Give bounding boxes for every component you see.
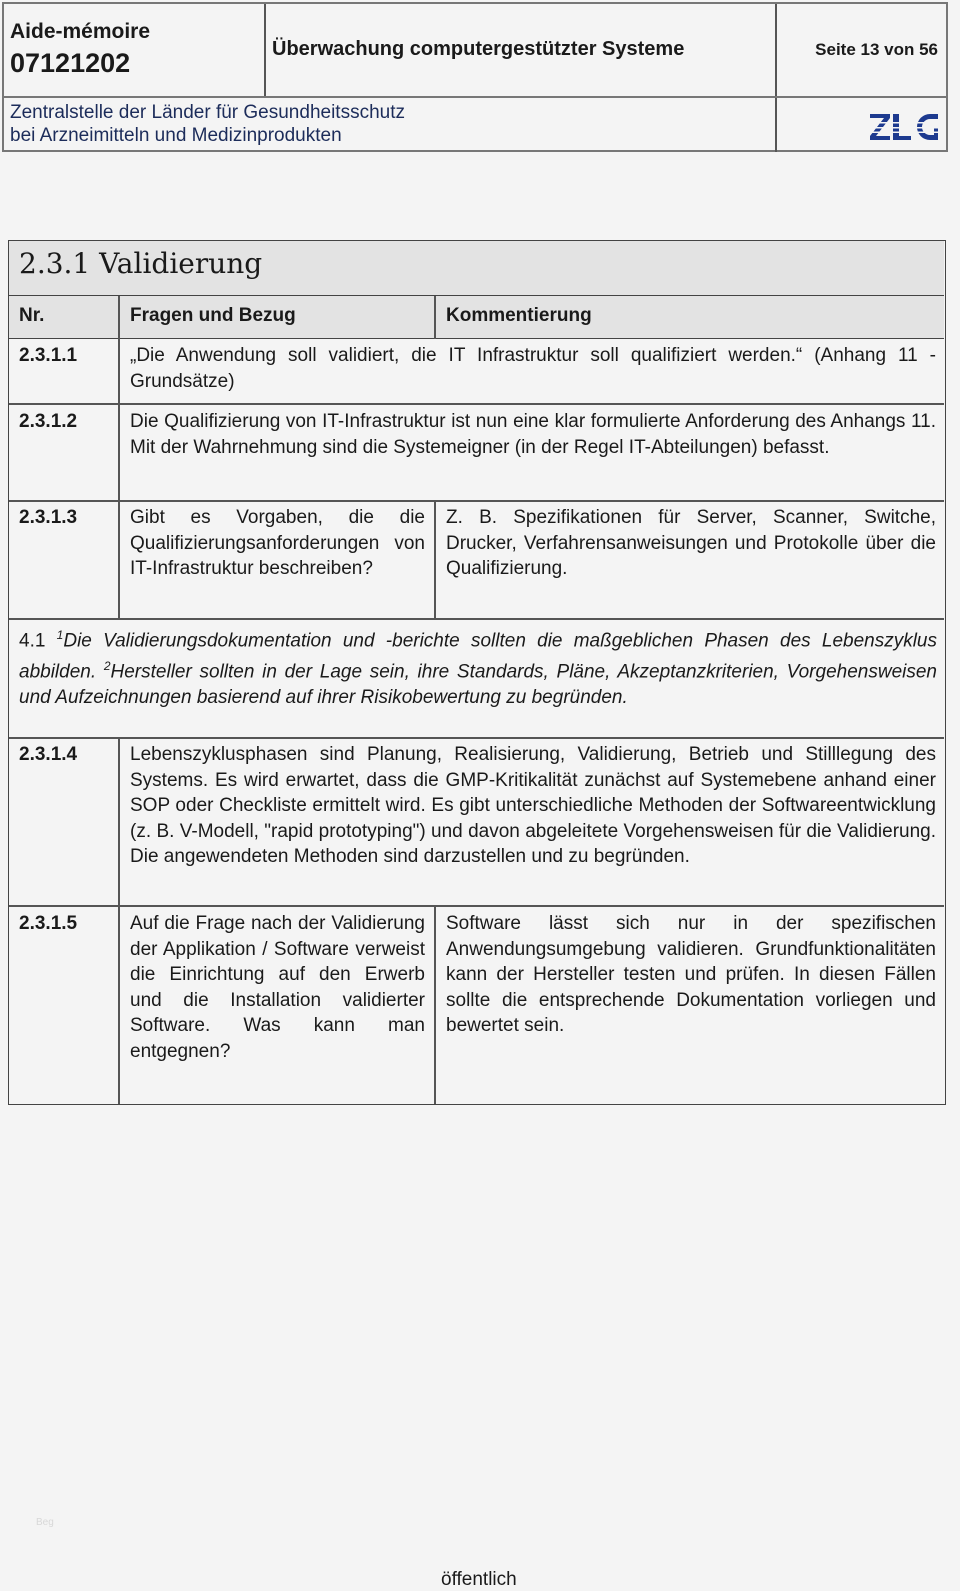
row-comment: Z. B. Spezifikationen für Server, Scanner, Switche, Drucker, Verfahrensanweisungen und Protokolle über die Qualifizierung.	[446, 507, 936, 580]
row-comment: Software lässt sich nur in der spezifischen Anwendungsumgebung validieren. Grundfunktionalitäten kann der Hersteller testen und prüfen. In diesen Fällen sollte die entsprechende Dokumentation vorliegen und bewertet sein.	[446, 913, 936, 1037]
column-header-row	[9, 296, 944, 339]
column-header-nr: Nr.	[19, 305, 45, 326]
row-question: Lebenszyklusphasen sind Planung, Realisierung, Validierung, Betrieb und Stilllegung des Systems. Es wird erwartet, dass die GMP-Kritikalität zunächst auf Systemebene anhand einer SOP oder Checkliste ermittelt wird. Es gibt unterschiedliche Methoden der Softwareentwicklung (z. B. V-Modell, "rapid prototyping") und davon abgeleitete Vorgehensweisen für die Validierung. Die angewendeten Methoden sind darzustellen und zu begründen.	[130, 744, 936, 868]
row-question: Die Qualifizierung von IT-Infrastruktur ist nun eine klar formulierte Anforderung des Anhangs 11. Mit der Wahrnehmung sind die Systemeigner (in der Regel IT-Abteilungen) befasst.	[130, 411, 936, 458]
zlg-logo	[870, 114, 940, 140]
org-name-line1: Zentralstelle der Länder für Gesundheitsschutz	[10, 102, 405, 123]
page-header	[2, 2, 948, 152]
row-nr: 2.3.1.4	[19, 744, 78, 765]
org-name-line2: bei Arzneimitteln und Medizinprodukten	[10, 125, 342, 146]
doc-title: Überwachung computergestützter Systeme	[272, 38, 685, 60]
column-header-comment: Kommentierung	[446, 305, 592, 326]
validation-table	[8, 240, 946, 1105]
row-nr: 2.3.1.3	[19, 507, 78, 528]
regulation-note	[19, 623, 937, 710]
note-text1: Die Validierungsdokumentation und -berichte sollten die maßgeblichen Phasen des Lebenszyklus abbilden.	[19, 630, 937, 683]
row-question: Auf die Frage nach der Validierung der Applikation / Software verweist die Einrichtung auf den Erwerb und die Installation validierter Software. Was kann man entgegnen?	[130, 913, 425, 1062]
note-text2: Hersteller sollten in der Lage sein, ihre Standards, Pläne, Akzeptanzkriterien, Vorgehensweisen und Aufzeichnungen basierend auf ihrer Risikobewertung zu begründen.	[19, 661, 937, 708]
column-header-question: Fragen und Bezug	[130, 305, 296, 326]
section-title-row	[9, 241, 944, 296]
page-number: Seite 13 von 56	[815, 40, 938, 59]
row-nr: 2.3.1.2	[19, 411, 78, 432]
classification-label: öffentlich	[441, 1569, 517, 1590]
doc-type: Aide-mémoire	[10, 20, 151, 43]
row-question: Gibt es Vorgaben, die die Qualifizierungsanforderungen von IT-Infrastruktur beschreiben?	[130, 507, 425, 580]
note-ref: 4.1	[19, 630, 46, 652]
section-title: 2.3.1 Validierung	[19, 247, 263, 280]
row-nr: 2.3.1.5	[19, 913, 78, 934]
watermark: Beg	[36, 1517, 54, 1528]
row-question: „Die Anwendung soll validiert, die IT Infrastruktur soll qualifiziert werden.“ (Anhang 11 - Grundsätze)	[130, 345, 936, 392]
doc-number: 07121202	[10, 48, 131, 78]
note-sup1: 1	[56, 628, 64, 642]
note-sup2: 2	[103, 658, 111, 673]
row-nr: 2.3.1.1	[19, 345, 78, 366]
